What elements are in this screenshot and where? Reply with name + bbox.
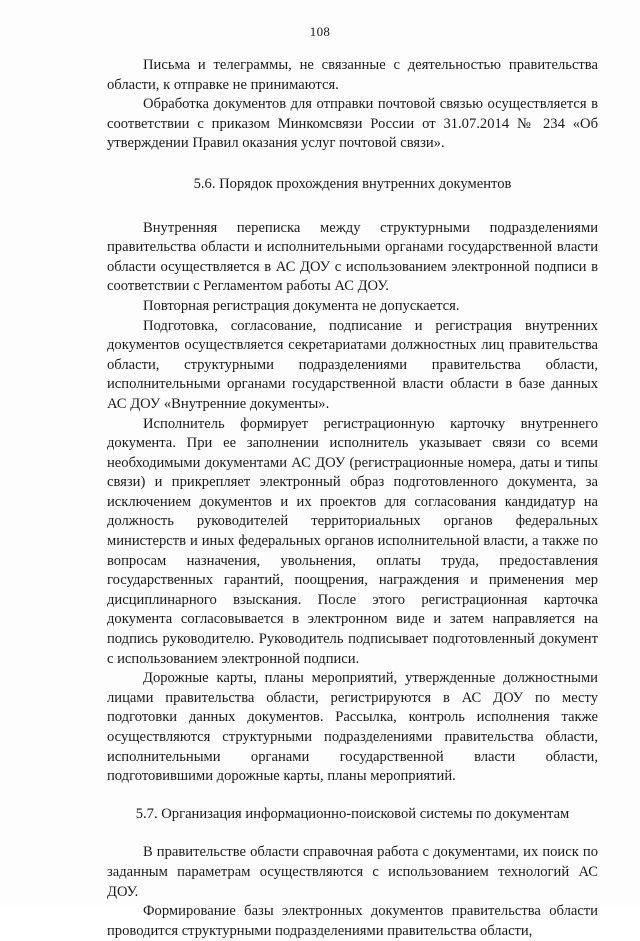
document-body [107,56,598,941]
paragraph: Формирование базы электронных документов правительства области проводится структурными подразделениями правительства области, [107,903,598,939]
paragraph: Письма и телеграммы, не связанные с деятельностью правительства области, к отправке не принимаются. [107,57,598,93]
paragraph: Дорожные карты, планы мероприятий, утвержденные должностными лицами правительства области, регистрируются в АС ДОУ по месту подготовки данных документов. Рассылка, контроль исполнения также осуществляются структурными подразделениями правительства области, исполнительными органами государственной власти области, подготовившими дорожные карты, планы мероприятий. [107,670,598,785]
paragraph: Подготовка, согласование, подписание и регистрация внутренних документов осуществляется секретариатами должностных лиц правительства области, структурными подразделениями правительства области, исполнительными органами государственной власти области в базе данных АС ДОУ «Внутренние документы». [107,317,598,412]
section-heading-5-6: 5.6. Порядок прохождения внутренних документов [193,175,512,192]
paragraph: Внутренняя переписка между структурными подразделениями правительства области и исполнительными органами государственной власти области осуществляется в АС ДОУ с использованием электронной подписи в соответствии с Регламентом работы АС ДОУ. [107,219,598,295]
paragraph: Исполнитель формирует регистрационную карточку внутреннего документа. При ее заполнении исполнитель указывает связи со всеми необходимыми документами АС ДОУ (регистрационные номера, даты и типы связи) и прикрепляет электронный образ подготовленного документа, за исключением документов и их проектов для согласования кандидатур на должность руководителей территориальных органов федеральных министерств и иных федеральных органов исполнительной власти, а также по вопросам назначения, увольнения, оплаты труда, предоставления государственных гарантий, поощрения, награждения и применения мер дисциплинарного взыскания. После этого регистрационная карточка документа согласовывается в электронном виде и затем направляется на подпись руководителю. Руководитель подписывает подготовленный документ с использованием электронной подписи. [107,415,598,667]
page-number: 108 [309,24,331,39]
paragraph: В правительстве области справочная работа с документами, их поиск по заданным параметрам осуществляются с использованием технологий АС ДОУ. [107,844,598,900]
paragraph: Обработка документов для отправки почтовой связью осуществляется в соответствии с приказом Минкомсвязи России от 31.07.2014 № 234 «Об утверждении Правил оказания услуг почтовой связи». [107,96,598,152]
section-heading-5-7: 5.7. Организация информационно-поисковой системы по документам [135,805,570,822]
paragraph: Повторная регистрация документа не допускается. [143,297,460,314]
